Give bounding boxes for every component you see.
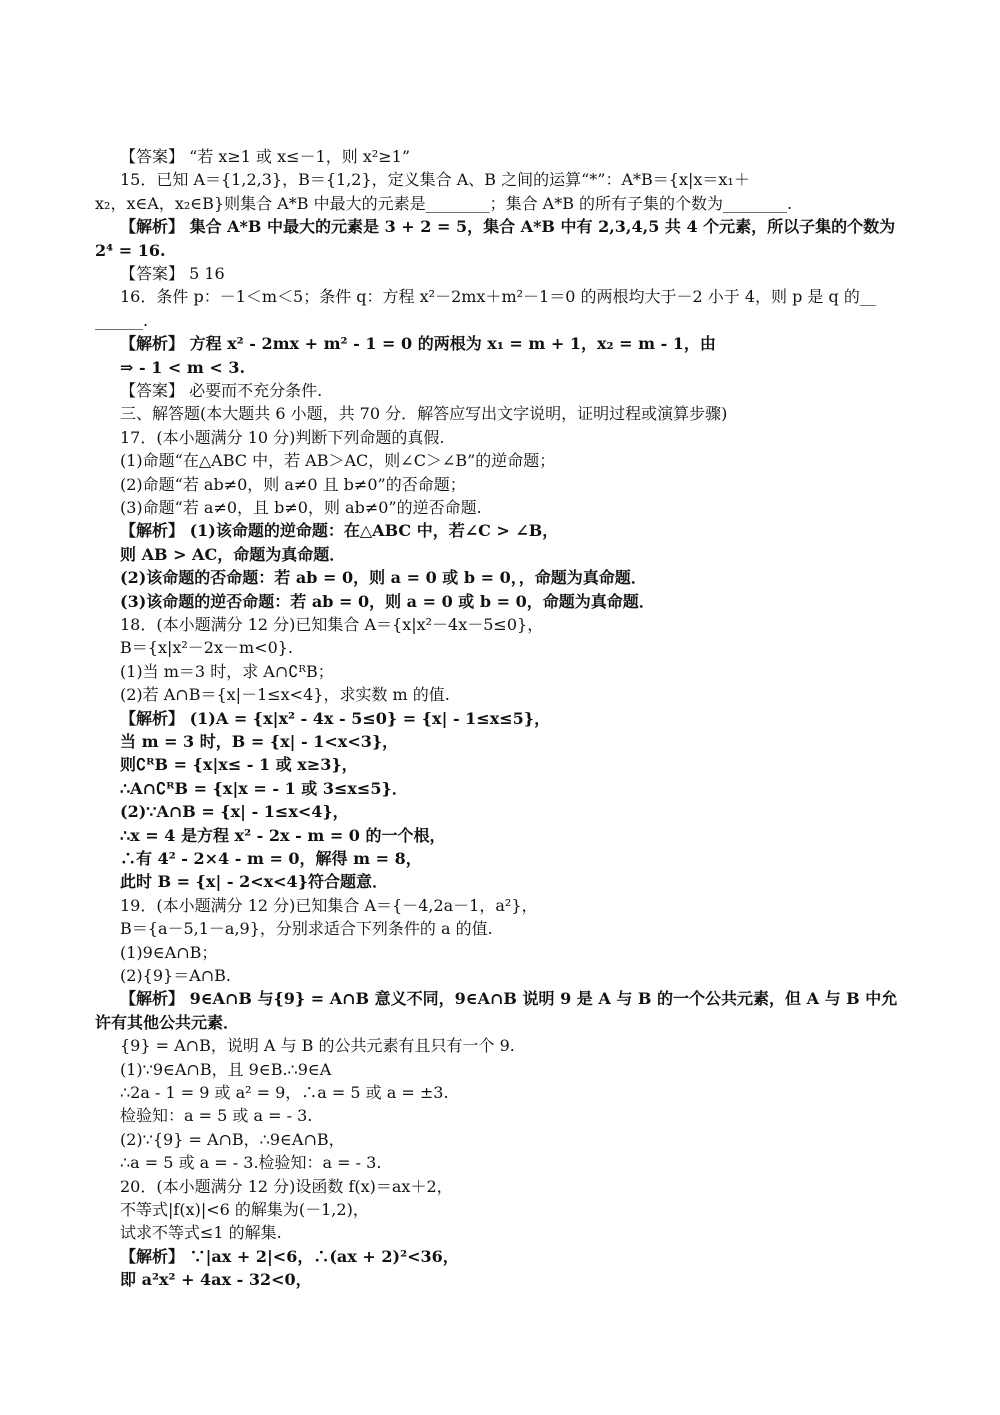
text-line: 【解析】 ∵|ax + 2|<6，∴(ax + 2)²<36， xyxy=(120,1246,459,1266)
text-line: 【答案】 必要而不充分条件. xyxy=(120,381,323,400)
text-line: 则∁ᴿB = {x|x≤ - 1 或 x≥3}， xyxy=(120,755,358,775)
text-line: x₂，x∈A，x₂∈B}则集合 A*B 中最大的元素是________；集合 A*B 的所有子集的个数为________. xyxy=(95,193,793,213)
text-line: (2)∵{9} = A∩B，∴9∈A∩B， xyxy=(120,1129,345,1149)
text-line: (1)当 m＝3 时，求 A∩∁ᴿB； xyxy=(120,661,334,681)
text-line: {9} = A∩B，说明 A 与 B 的公共元素有且只有一个 9. xyxy=(120,1036,515,1056)
text-line: 即 a²x² + 4ax - 32<0， xyxy=(120,1270,312,1290)
text-line: (1)命题“在△ABC 中，若 AB＞AC，则∠C＞∠B”的逆命题； xyxy=(120,451,556,471)
text-line: 【解析】 (1)该命题的逆命题：在△ABC 中，若∠C > ∠B， xyxy=(120,521,559,541)
text-line: (2)∵A∩B = {x| - 1≤x<4}， xyxy=(120,802,349,822)
text-line: ∴有 4² - 2×4 - m = 0，解得 m = 8， xyxy=(120,849,422,868)
text-line: ∴a = 5 或 a = - 3.检验知：a = - 3. xyxy=(120,1153,382,1173)
text-line: (2)该命题的否命题：若 ab = 0，则 a = 0 或 b = 0，，命题为真命题． xyxy=(120,568,647,588)
text-line: 2⁴ = 16. xyxy=(95,240,166,260)
text-line: 【解析】 9∈A∩B 与{9} = A∩B 意义不同，9∈A∩B 说明 9 是 A 与 B 的一个公共元素，但 A 与 B 中允 xyxy=(120,989,898,1009)
text-line: (1)∵9∈A∩B，且 9∈B.∴9∈A xyxy=(120,1059,332,1079)
text-line: 16．条件 p：－1＜m＜5；条件 q：方程 x²－2mx＋m²－1＝0 的两根均大于－2 小于 4，则 p 是 q 的__ xyxy=(120,287,876,307)
text-line: 【答案】 5 16 xyxy=(120,264,225,283)
text-line: 检验知：a = 5 或 a = - 3. xyxy=(120,1106,313,1126)
text-line: 15．已知 A＝{1,2,3}，B＝{1,2}，定义集合 A、B 之间的运算“*”：A*B＝{x|x＝x₁＋ xyxy=(120,170,750,190)
text-line: (2)若 A∩B＝{x|－1≤x<4}，求实数 m 的值. xyxy=(120,685,450,705)
text-line: 试求不等式≤1 的解集. xyxy=(120,1223,282,1243)
text-line: 18．(本小题满分 12 分)已知集合 A＝{x|x²－4x－5≤0}， xyxy=(120,615,544,634)
text-line: ⇒ - 1 < m < 3. xyxy=(120,357,246,377)
text-line: ∴A∩∁ᴿB = {x|x = - 1 或 3≤x≤5}． xyxy=(120,778,408,798)
text-line: B＝{a－5,1－a,9}，分别求适合下列条件的 a 的值. xyxy=(120,919,493,939)
text-line: 【答案】 “若 x≥1 或 x≤－1，则 x²≥1” xyxy=(120,147,411,166)
text-line: ______. xyxy=(95,310,149,330)
text-line: 此时 B = {x| - 2<x<4}符合题意． xyxy=(120,872,388,892)
text-line: 当 m = 3 时，B = {x| - 1<x<3}， xyxy=(120,732,399,751)
text-line: 【解析】 (1)A = {x|x² - 4x - 5≤0} = {x| - 1≤x≤5}， xyxy=(120,708,551,728)
text-line: 17．(本小题满分 10 分)判断下列命题的真假. xyxy=(120,427,445,447)
text-line: 19．(本小题满分 12 分)已知集合 A＝{－4,2a－1，a²}， xyxy=(120,895,538,915)
text-line: (2)命题“若 ab≠0，则 a≠0 且 b≠0”的否命题； xyxy=(120,474,466,494)
text-line: 许有其他公共元素． xyxy=(95,1012,240,1032)
text-line: 不等式|f(x)|<6 的解集为(－1,2)， xyxy=(120,1200,369,1219)
text-line: (2){9}＝A∩B. xyxy=(120,966,232,985)
text-line: 【解析】 方程 x² - 2mx + m² - 1 = 0 的两根为 x₁ = m + 1，x₂ = m - 1，由 xyxy=(120,334,716,354)
text-line: (1)9∈A∩B； xyxy=(120,942,218,962)
text-line: 则 AB > AC，命题为真命题． xyxy=(120,544,346,564)
text-line: B＝{x|x²－2x－m<0}. xyxy=(120,638,294,658)
text-line: 20．(本小题满分 12 分)设函数 f(x)＝ax＋2， xyxy=(120,1176,453,1196)
text-line: ∴x = 4 是方程 x² - 2x - m = 0 的一个根， xyxy=(120,825,446,845)
text-line: 【解析】 集合 A*B 中最大的元素是 3 + 2 = 5，集合 A*B 中有 2,3,4,5 共 4 个元素，所以子集的个数为 xyxy=(120,217,896,237)
text-line: (3)命题“若 a≠0，且 b≠0，则 ab≠0”的逆否命题. xyxy=(120,498,482,517)
text-line: ∴2a - 1 = 9 或 a² = 9，∴a = 5 或 a = ±3. xyxy=(120,1083,449,1102)
text-line: 三、解答题(本大题共 6 小题，共 70 分．解答应写出文字说明，证明过程或演算步骤) xyxy=(120,404,728,424)
text-line: (3)该命题的逆否命题：若 ab = 0，则 a = 0 或 b = 0，命题为真命题． xyxy=(120,591,655,611)
